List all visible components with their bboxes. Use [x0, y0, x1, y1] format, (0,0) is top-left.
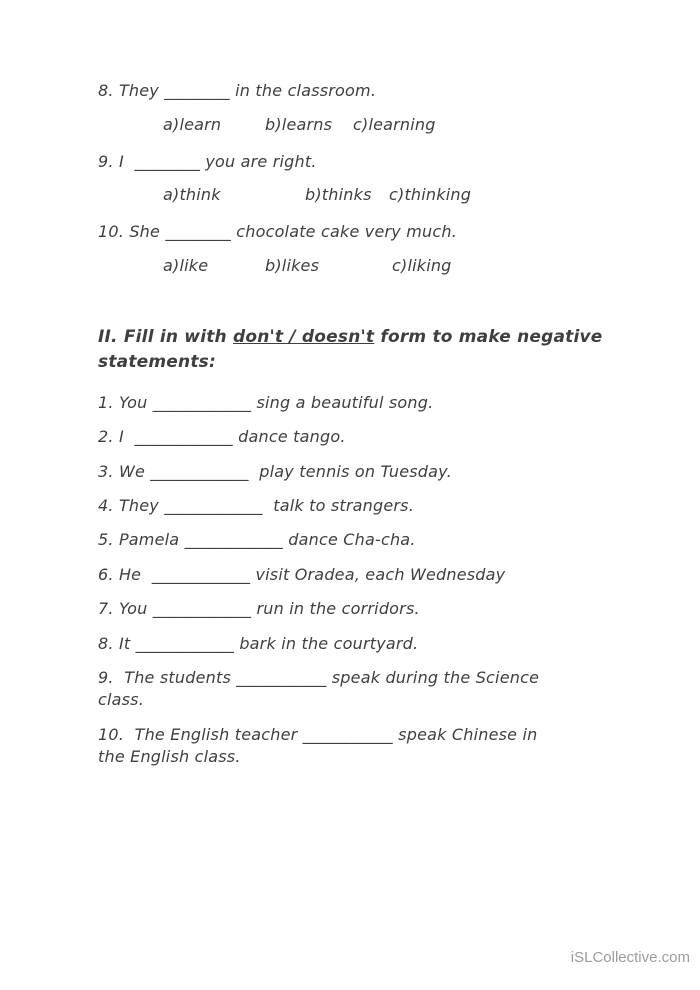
fill-item-4: 4. They ____________ talk to strangers. — [98, 495, 414, 515]
option-c: c)liking — [392, 255, 452, 275]
fill-item-10 — [98, 724, 658, 769]
fill-item-10-line-2: the English class. — [98, 747, 241, 767]
fill-item-7: 7. You ____________ run in the corridors. — [98, 599, 420, 619]
fill-item-9-line-2: class. — [98, 690, 145, 710]
option-b: b)likes — [265, 255, 320, 275]
question-8-options — [163, 115, 658, 134]
option-c: c)thinking — [389, 185, 472, 205]
heading-emphasis: don't / doesn't — [232, 326, 375, 347]
question-8: 8. They ________ in the classroom. — [98, 81, 377, 100]
question-10-options — [163, 256, 658, 275]
question-9-options — [163, 185, 658, 204]
section-2-heading — [98, 325, 653, 376]
fill-item-9 — [98, 667, 658, 712]
fill-item-5: 5. Pamela ____________ dance Cha-cha. — [98, 530, 416, 550]
option-b: b)learns — [265, 114, 333, 134]
question-10: 10. She ________ chocolate cake very much. — [98, 222, 458, 242]
fill-item-6: 6. He ____________ visit Oradea, each Wednesday — [98, 564, 506, 584]
option-a: a)learn — [163, 114, 222, 134]
heading-prefix: II. Fill in with — [98, 326, 233, 347]
section-1-multiple-choice — [98, 80, 658, 275]
fill-item-2: 2. I ____________ dance tango. — [98, 427, 346, 447]
heading-suffix: form to make negative statements: — [98, 326, 609, 373]
fill-item-3: 3. We ____________ play tennis on Tuesday. — [98, 461, 452, 481]
option-c: c)learning — [353, 114, 436, 134]
option-b: b)thinks — [305, 185, 372, 205]
question-9: 9. I ________ you are right. — [98, 151, 317, 171]
option-a: a)think — [163, 185, 221, 205]
section-2-fill-in — [98, 325, 658, 769]
fill-item-8: 8. It ____________ bark in the courtyard. — [98, 633, 419, 653]
fill-item-1: 1. You ____________ sing a beautiful song. — [98, 392, 434, 412]
fill-item-10-line-1: 10. The English teacher ___________ speak Chinese in — [98, 724, 538, 744]
fill-item-9-line-1: 9. The students ___________ speak during the Science — [98, 667, 540, 687]
option-a: a)like — [163, 255, 209, 275]
islcollective-watermark: iSLCollective.com — [570, 949, 690, 966]
